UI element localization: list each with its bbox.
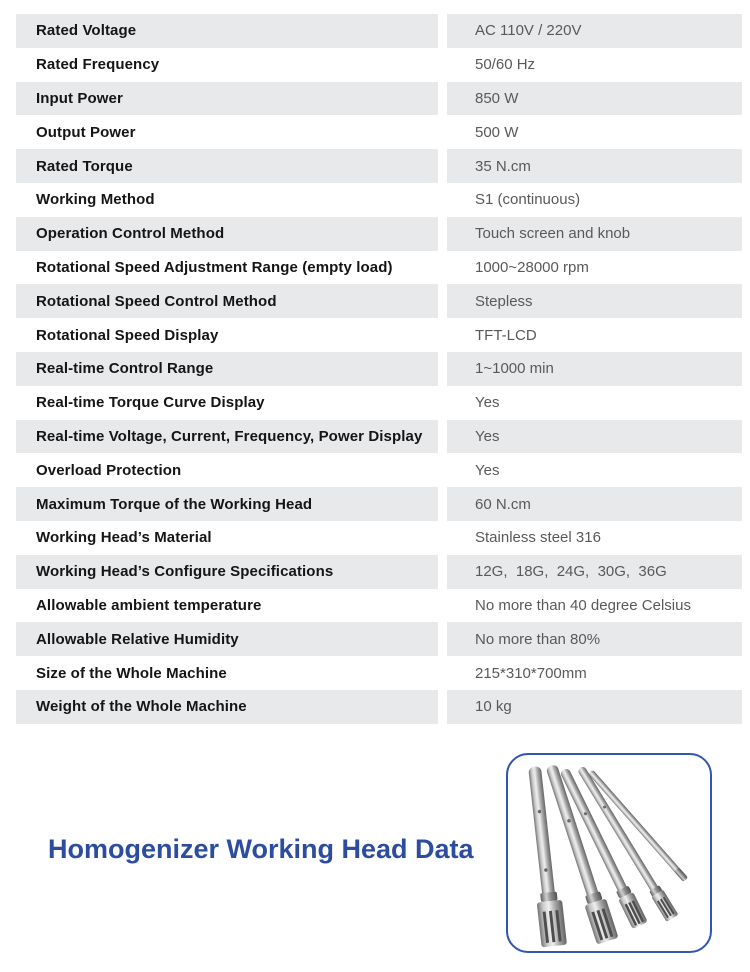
spec-label: Output Power [36,123,136,141]
spec-row [16,521,742,555]
spec-row [16,82,742,116]
spec-value: 50/60 Hz [475,56,536,74]
spec-label: Allowable ambient temperature [36,596,262,614]
spec-value: 850 W [447,82,742,116]
spec-value: Yes [475,394,500,412]
spec-label: Overload Protection [36,461,182,479]
spec-row [16,14,742,48]
section-title: Homogenizer Working Head Data [48,834,474,864]
spec-label: Maximum Torque of the Working Head [16,487,438,521]
spec-row [16,352,742,386]
specification-table [16,14,742,724]
spec-label: Real-time Control Range [16,352,438,386]
spec-value: Touch screen and knob [447,217,742,251]
spec-value: Yes [447,420,742,454]
spec-row [16,149,742,183]
spec-value: 215*310*700mm [475,664,587,682]
spec-row [16,386,742,420]
spec-value: No more than 80% [447,622,742,656]
spec-row [16,183,742,217]
spec-label: Real-time Torque Curve Display [36,394,265,412]
spec-value: 35 N.cm [447,149,742,183]
spec-value: Stepless [447,284,742,318]
spec-label: Rotational Speed Adjustment Range (empty load) [36,258,393,276]
spec-value: No more than 40 degree Celsius [475,596,691,614]
spec-label: Size of the Whole Machine [36,664,227,682]
working-heads-photo-frame [506,753,712,953]
spec-label: Rated Frequency [36,56,160,74]
spec-value: 60 N.cm [447,487,742,521]
spec-label: Working Head’s Configure Specifications [16,555,438,589]
spec-row [16,217,742,251]
spec-row [16,251,742,285]
homogenizer-probes-image [508,755,710,951]
spec-row [16,690,742,724]
spec-row [16,589,742,623]
spec-label: Weight of the Whole Machine [16,690,438,724]
spec-label: Rotational Speed Display [36,326,219,344]
spec-label: Input Power [16,82,438,116]
spec-value: S1 (continuous) [475,191,581,209]
spec-label: Real-time Voltage, Current, Frequency, Power Display [16,420,438,454]
spec-row [16,656,742,690]
spec-label: Operation Control Method [16,217,438,251]
spec-value: 10 kg [447,690,742,724]
spec-value: 1~1000 min [447,352,742,386]
spec-row [16,453,742,487]
spec-value: 500 W [475,123,519,141]
spec-label: Allowable Relative Humidity [16,622,438,656]
spec-label: Working Method [36,191,155,209]
spec-row [16,420,742,454]
spec-row [16,284,742,318]
spec-row [16,555,742,589]
spec-row [16,48,742,82]
spec-label: Rated Torque [16,149,438,183]
spec-value: 12G, 18G, 24G, 30G, 36G [447,555,742,589]
spec-label: Working Head’s Material [36,529,212,547]
spec-label: Rated Voltage [16,14,438,48]
spec-row [16,487,742,521]
spec-label: Rotational Speed Control Method [16,284,438,318]
spec-row [16,622,742,656]
spec-value: AC 110V / 220V [447,14,742,48]
spec-row [16,115,742,149]
spec-value: 1000~28000 rpm [475,258,589,276]
spec-value: TFT-LCD [475,326,537,344]
spec-value: Yes [475,461,500,479]
spec-value: Stainless steel 316 [475,529,601,547]
spec-row [16,318,742,352]
